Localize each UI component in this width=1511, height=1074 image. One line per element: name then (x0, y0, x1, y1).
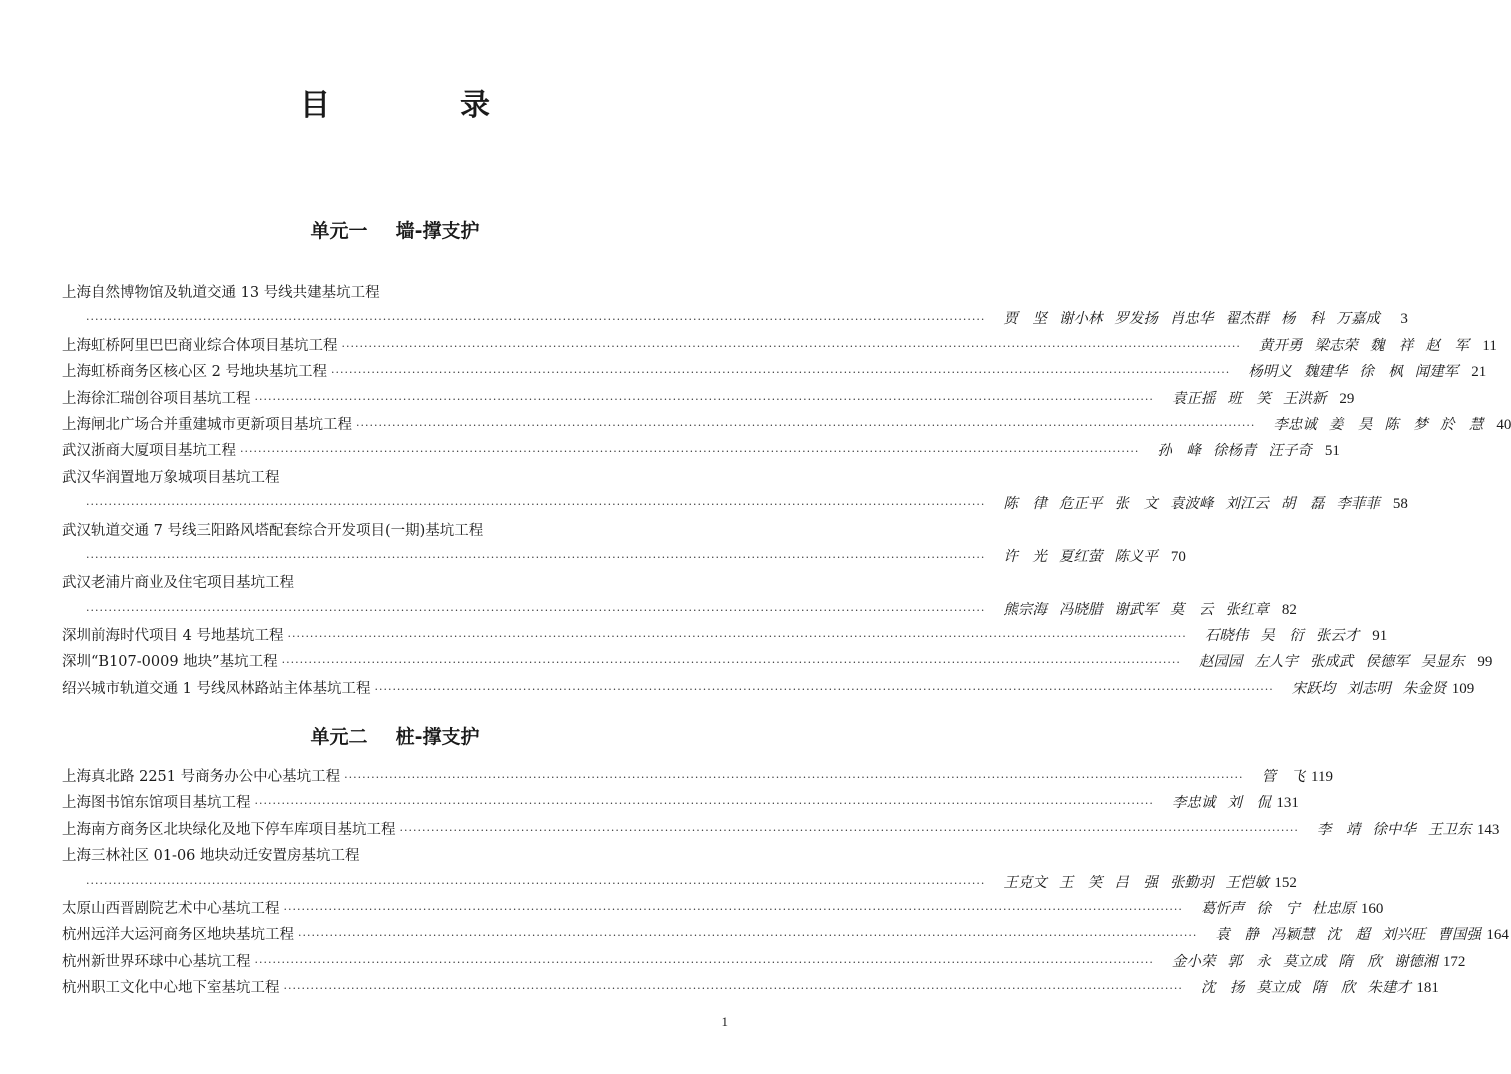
entry-authors (1160, 949, 1438, 975)
author-name: 杜忠原 (1311, 900, 1356, 917)
author-name: 班 笑 (1227, 390, 1271, 407)
author-name: 张 文 (1114, 496, 1158, 513)
toc-entry[interactable] (62, 975, 1439, 1001)
author-name: 陈 梦 (1384, 416, 1428, 433)
entry-title[interactable]: 上海徐汇瑞创谷项目基坑工程 (62, 390, 251, 407)
author-name: 袁 静 (1215, 927, 1259, 944)
author-name: 罗发扬 (1114, 311, 1158, 328)
leader-dots: ········································································································································································································ (330, 366, 1231, 380)
author-name: 刘志明 (1347, 680, 1391, 697)
author-name: 沈 扬 (1200, 980, 1245, 997)
leader-dots: ········································································································································································································ (86, 603, 986, 617)
author-name: 熊宗海 (1003, 601, 1047, 618)
entry-authors (1236, 359, 1458, 385)
author-name: 徐 宁 (1256, 900, 1300, 917)
author-name: 李忠诚 (1273, 416, 1317, 433)
author-name: 郭 永 (1227, 953, 1271, 970)
author-name: 陈 律 (1003, 496, 1047, 513)
leader-dots: ········································································································································································································ (86, 498, 986, 512)
entry-authors (991, 491, 1380, 517)
author-name: 莫 云 (1169, 601, 1214, 618)
entry-authors (991, 870, 1269, 896)
author-name: 吕 强 (1114, 874, 1158, 891)
entry-authors (991, 544, 1158, 570)
author-name: 侯德军 (1365, 654, 1409, 671)
entry-authors (1261, 412, 1483, 438)
author-name: 隋 欣 (1311, 980, 1356, 997)
entry-page-number[interactable]: 119 (1311, 769, 1333, 785)
entry-authors (1193, 623, 1360, 649)
toc-entry-continuation[interactable] (62, 491, 1408, 517)
entry-authors (991, 597, 1269, 623)
entry-page-number[interactable]: 160 (1360, 900, 1384, 917)
entry-page-number[interactable]: 99 (1477, 654, 1493, 671)
author-name: 陈义平 (1114, 548, 1158, 565)
entry-page-number[interactable]: 70 (1170, 548, 1186, 565)
entry-page-number[interactable]: 11 (1482, 337, 1497, 354)
author-name: 万嘉成 (1336, 311, 1380, 328)
entry-authors (1160, 386, 1327, 412)
toc-entry[interactable] (62, 465, 732, 491)
author-name: 黄开勇 (1258, 337, 1303, 354)
entry-page-number[interactable]: 181 (1416, 980, 1439, 997)
author-name: 袁正摇 (1171, 390, 1216, 407)
entry-title[interactable]: 深圳前海时代项目 4 号地基坑工程 (62, 628, 284, 645)
author-name: 李菲菲 (1336, 496, 1380, 513)
author-name: 刘江云 (1225, 496, 1269, 513)
author-name: 金小荣 (1171, 953, 1216, 970)
author-name: 梁志荣 (1314, 337, 1358, 354)
author-name: 魏建华 (1303, 364, 1348, 381)
author-name: 魏 祥 (1369, 337, 1414, 354)
leader-dots: ········································································································································································································ (344, 771, 1244, 784)
entry-title[interactable]: 上海三林社区 01-06 地块动迁安置房基坑工程 (62, 848, 360, 865)
author-name: 吴显东 (1420, 654, 1465, 671)
leader-dots: ········································································································································································································ (283, 982, 1183, 996)
author-name: 李 靖 (1316, 821, 1361, 838)
entry-title[interactable]: 上海闸北广场合并重建城市更新项目基坑工程 (62, 416, 352, 433)
entry-title[interactable]: 武汉老浦片商业及住宅项目基坑工程 (62, 575, 294, 592)
toc-entry[interactable] (62, 333, 1497, 359)
author-name: 姜 昊 (1328, 416, 1373, 433)
leader-dots: ········································································································································································································ (281, 656, 1181, 670)
toc-entry[interactable] (62, 386, 1355, 412)
entry-title[interactable]: 上海真北路 2251 号商务办公中心基坑工程 (62, 769, 341, 785)
unit-2-heading (0, 722, 790, 749)
leader-dots: ········································································································································································································ (298, 929, 1198, 943)
author-name: 王 笑 (1058, 874, 1103, 891)
leader-dots: ········································································································································································································ (254, 955, 1154, 969)
author-name: 王卫东 (1427, 821, 1472, 838)
entry-authors (1189, 896, 1356, 922)
toc-entry[interactable] (62, 280, 732, 306)
unit-2-name: 桩-撑支护 (395, 726, 480, 748)
author-name: 王克文 (1003, 874, 1047, 891)
author-name: 沈 超 (1326, 927, 1370, 944)
unit-1-heading (0, 216, 790, 243)
entry-page-number[interactable]: 109 (1451, 680, 1475, 697)
unit-1-number: 单元一 (310, 220, 368, 242)
author-name: 莫立成 (1282, 953, 1327, 970)
entry-page-number[interactable]: 51 (1324, 443, 1340, 460)
entry-title[interactable]: 武汉浙商大厦项目基坑工程 (62, 443, 236, 460)
entry-page-number[interactable]: 172 (1442, 953, 1466, 970)
author-name: 闻建军 (1414, 364, 1459, 381)
author-name: 谢小林 (1058, 311, 1103, 328)
unit-1-entries (62, 280, 1511, 702)
entry-authors (1187, 649, 1465, 675)
leader-dots: ········································································································································································································ (287, 630, 1187, 644)
entry-title[interactable]: 深圳“B107-0009 地块”基坑工程 (62, 654, 278, 671)
author-name: 张云才 (1315, 628, 1360, 645)
author-name: 翟杰群 (1225, 311, 1269, 328)
author-name: 葛忻声 (1200, 900, 1245, 917)
author-name: 隋 欣 (1338, 953, 1382, 970)
entry-page-number[interactable]: 131 (1276, 795, 1299, 812)
author-name: 管 飞 (1261, 769, 1305, 785)
entry-authors (1189, 975, 1411, 1001)
page-number: 1 (721, 1014, 728, 1029)
author-name: 肖忠华 (1169, 311, 1214, 328)
author-name: 冯颖慧 (1270, 927, 1315, 944)
unit-2-entries (62, 764, 1509, 1002)
author-name: 朱金贤 (1402, 680, 1447, 697)
author-name: 赵 军 (1425, 337, 1469, 354)
author-name: 石晓伟 (1204, 628, 1249, 645)
author-name: 吴 衍 (1260, 628, 1304, 645)
entry-title[interactable]: 上海虹桥商务区核心区 2 号地块基坑工程 (62, 364, 327, 381)
author-name: 於 慧 (1439, 416, 1484, 433)
toc-entry[interactable] (62, 676, 1475, 702)
entry-page-number[interactable]: 21 (1471, 364, 1487, 381)
entry-title[interactable]: 绍兴城市轨道交通 1 号线凤林路站主体基坑工程 (62, 680, 371, 697)
toc-entry-continuation[interactable] (62, 306, 1408, 332)
author-name: 宋跃均 (1291, 680, 1336, 697)
author-name: 张成武 (1309, 654, 1354, 671)
author-name: 袁波峰 (1169, 496, 1214, 513)
author-name: 冯晓腊 (1058, 601, 1103, 618)
entry-title[interactable]: 武汉轨道交通 7 号线三阳路风塔配套综合开发项目(一期)基坑工程 (62, 522, 484, 539)
leader-dots: ········································································································································································································ (86, 550, 986, 564)
toc-entry-continuation[interactable] (62, 597, 1297, 623)
entry-page-number[interactable]: 3 (1400, 311, 1408, 328)
leader-dots: ········································································································································································································ (356, 418, 1256, 432)
author-name: 徐 枫 (1359, 364, 1403, 381)
entry-page-number[interactable]: 58 (1392, 496, 1408, 513)
entry-authors (1280, 676, 1447, 702)
leader-dots: ········································································································································································································ (341, 339, 1241, 353)
leader-dots: ········································································································································································································ (374, 682, 1274, 696)
author-name: 王洪新 (1282, 390, 1327, 407)
toc-entry[interactable] (62, 359, 1487, 385)
author-name: 许 光 (1003, 548, 1047, 565)
toc-entry-continuation[interactable] (62, 544, 1186, 570)
leader-dots: ········································································································································································································ (254, 392, 1154, 406)
entry-authors (1203, 922, 1481, 948)
entry-page-number[interactable]: 82 (1281, 601, 1297, 618)
toc-entry-continuation[interactable] (62, 870, 1297, 896)
entry-title[interactable]: 杭州新世界环球中心基坑工程 (62, 953, 251, 970)
entry-authors (1160, 790, 1271, 816)
author-name: 张红章 (1225, 601, 1269, 618)
leader-dots: ········································································································································································································ (254, 797, 1154, 811)
author-name: 汪子奇 (1268, 443, 1312, 460)
entry-authors (991, 306, 1380, 332)
unit-1-name: 墙-撑支护 (395, 220, 480, 242)
toc-entry[interactable] (62, 438, 1340, 464)
author-name: 杨明义 (1248, 364, 1292, 381)
author-name: 贾 坚 (1003, 311, 1047, 328)
entry-page-number[interactable]: 29 (1339, 390, 1355, 407)
author-name: 谢德湘 (1393, 953, 1438, 970)
entry-title[interactable]: 杭州远洋大运河商务区地块基坑工程 (62, 927, 294, 944)
toc-entry[interactable] (62, 949, 1466, 975)
page-title: 目 录 (300, 88, 540, 123)
leader-dots: ········································································································································································································ (240, 445, 1140, 459)
author-name: 朱建才 (1367, 980, 1411, 997)
entry-title[interactable]: 上海虹桥阿里巴巴商业综合体项目基坑工程 (62, 337, 338, 354)
leader-dots: ········································································································································································································ (283, 902, 1183, 916)
author-name: 李忠诚 (1171, 795, 1216, 812)
toc-entry[interactable] (62, 623, 1388, 649)
entry-title[interactable]: 太原山西晋剧院艺术中心基坑工程 (62, 900, 280, 917)
author-name: 谢武军 (1114, 601, 1158, 618)
toc-entry[interactable] (62, 922, 1509, 948)
toc-entry[interactable] (62, 412, 1511, 438)
author-name: 曹国强 (1437, 927, 1481, 944)
author-name: 张勤羽 (1169, 874, 1214, 891)
entry-page-number[interactable]: 40 (1496, 416, 1511, 433)
toc-entry[interactable] (62, 790, 1299, 816)
entry-title[interactable]: 杭州职工文化中心地下室基坑工程 (62, 980, 280, 997)
entry-title[interactable]: 武汉华润置地万象城项目基坑工程 (62, 469, 280, 486)
author-name: 徐杨青 (1212, 443, 1257, 460)
entry-page-number[interactable]: 164 (1486, 927, 1509, 944)
author-name: 杨 科 (1280, 311, 1325, 328)
leader-dots: ········································································································································································································ (399, 823, 1299, 837)
toc-entry[interactable] (62, 764, 1333, 790)
entry-authors (1305, 817, 1472, 843)
toc-entry[interactable] (62, 896, 1384, 922)
author-name: 王恺敏 (1225, 874, 1269, 891)
entry-authors (1249, 764, 1305, 790)
author-name: 刘兴旺 (1381, 927, 1426, 944)
author-name: 夏红萤 (1058, 548, 1103, 565)
entry-title[interactable]: 上海南方商务区北块绿化及地下停车库项目基坑工程 (62, 821, 396, 838)
author-name: 刘 侃 (1227, 795, 1271, 812)
author-name: 徐中华 (1372, 821, 1416, 838)
entry-title[interactable]: 上海自然博物馆及轨道交通 13 号线共建基坑工程 (62, 285, 380, 301)
toc-entry[interactable] (62, 570, 732, 596)
author-name: 孙 峰 (1157, 443, 1201, 460)
entry-page-number[interactable]: 91 (1372, 628, 1388, 645)
entry-page-number[interactable]: 143 (1476, 821, 1500, 838)
toc-entry[interactable] (62, 817, 1500, 843)
toc-entry[interactable] (62, 518, 732, 544)
author-name: 胡 磊 (1280, 496, 1325, 513)
entry-page-number[interactable]: 152 (1274, 874, 1297, 891)
author-name: 赵园园 (1198, 654, 1243, 671)
leader-dots: ········································································································································································································ (86, 313, 986, 327)
toc-entry[interactable] (62, 843, 732, 869)
entry-authors (1145, 438, 1312, 464)
unit-2-number: 单元二 (310, 726, 368, 748)
author-name: 莫立成 (1256, 980, 1300, 997)
entry-title[interactable]: 上海图书馆东馆项目基坑工程 (62, 795, 251, 812)
author-name: 左人宇 (1254, 654, 1298, 671)
toc-entry[interactable] (62, 649, 1493, 675)
leader-dots: ········································································································································································································ (86, 876, 986, 890)
entry-authors (1247, 333, 1469, 359)
author-name: 危正平 (1058, 496, 1103, 513)
